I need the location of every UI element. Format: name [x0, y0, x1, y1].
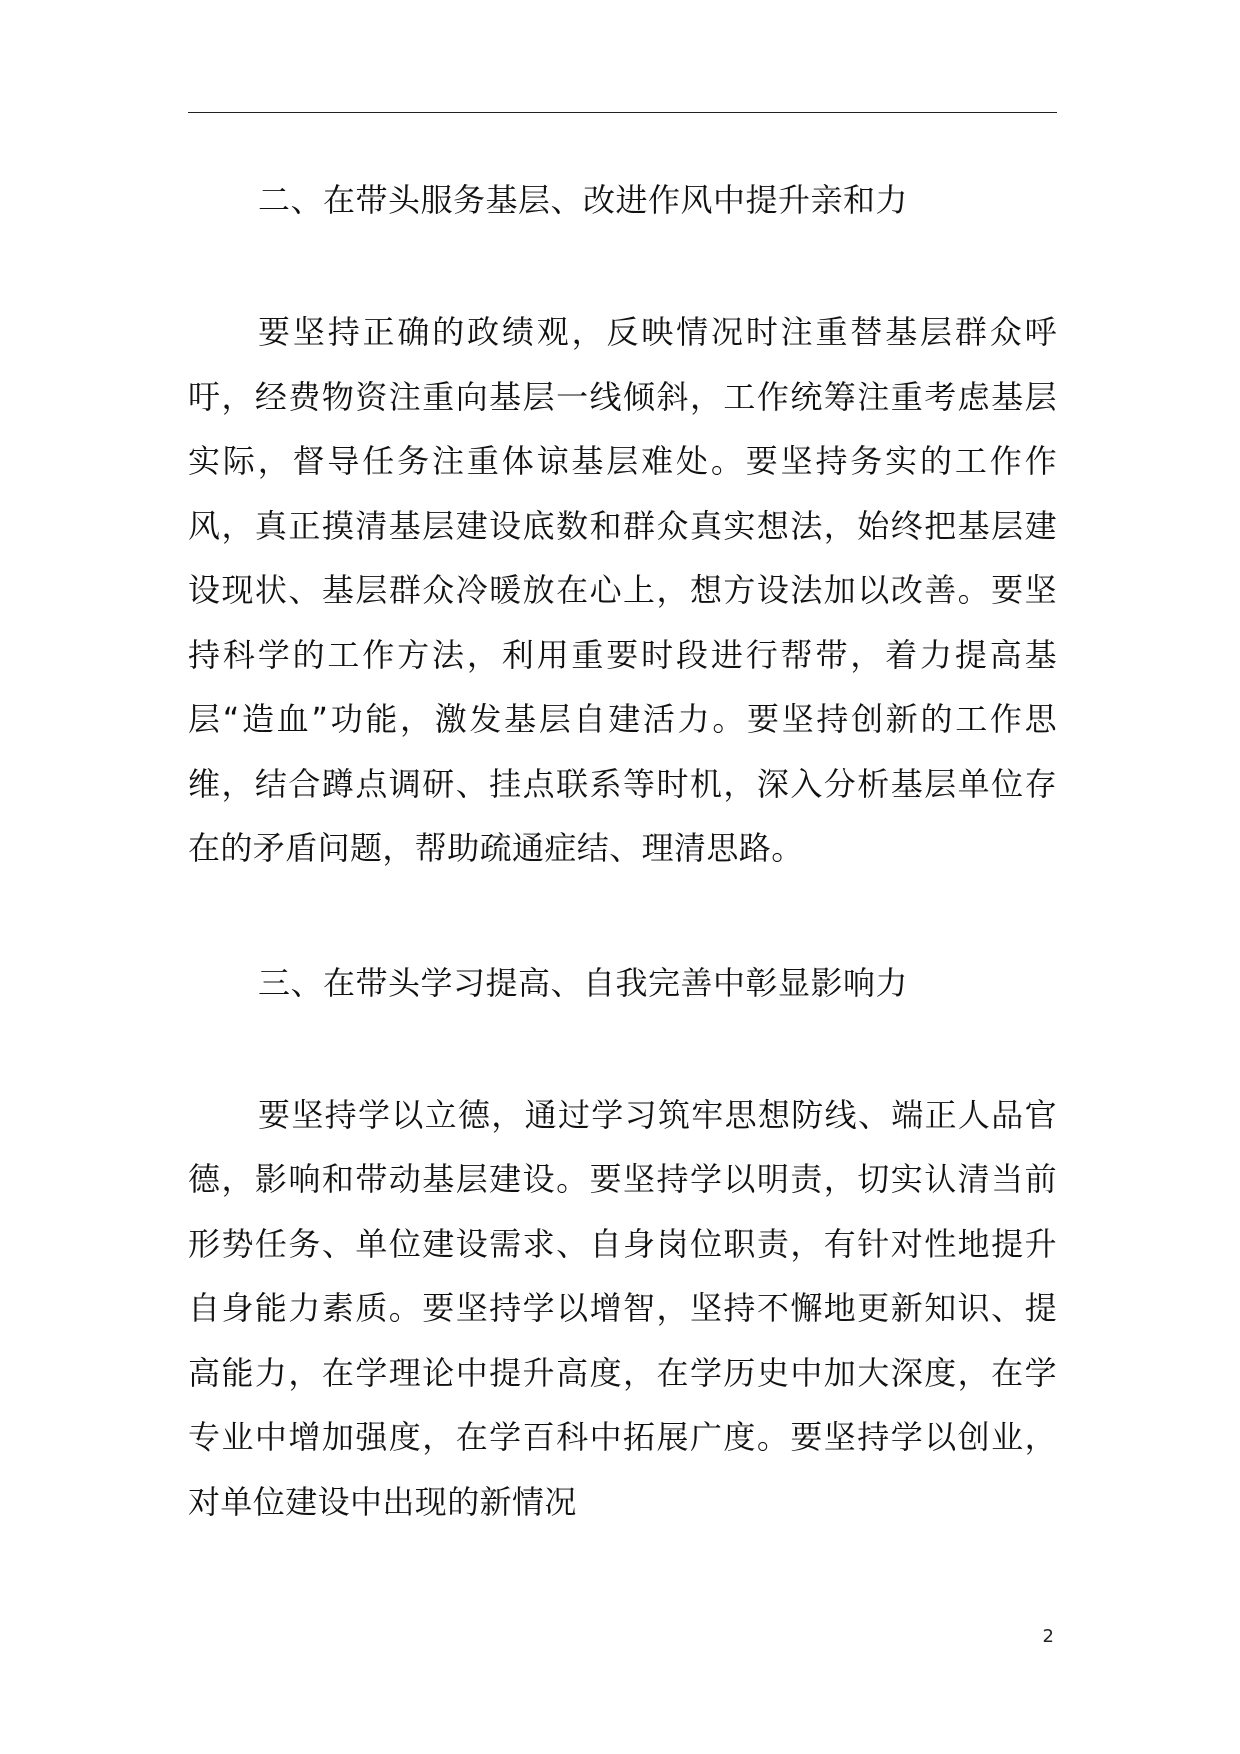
section-heading-2: 二、在带头服务基层、改进作风中提升亲和力	[258, 181, 909, 219]
section-body-3: 要坚持学以立德，通过学习筑牢思想防线、端正人品官德，影响和带动基层建设。要坚持学以明责，切实认清当前形势任务、单位建设需求、自身岗位职责，有针对性地提升自身能力素质。要坚持学以增智，坚持不懈地更新知识、提高能力，在学理论中提升高度，在学历史中加大深度，在学专业中增加强度，在学百科中拓展广度。要坚持学以创业，对单位建设中出现的新情况	[188, 1095, 1057, 1521]
spacer	[188, 1015, 1057, 1083]
header-rule	[188, 112, 1057, 113]
section-heading-3: 三、在带头学习提高、自我完善中彰显影响力	[258, 963, 909, 1002]
page-number: 2	[1042, 1626, 1054, 1647]
section-body-2: 要坚持正确的政绩观，反映情况时注重替基层群众呼吁，经费物资注重向基层一线倾斜，工作统筹注重考虑基层实际，督导任务注重体谅基层难处。要坚持务实的工作作风，真正摸清基层建设底数和群众真实想法，始终把基层建设现状、基层群众冷暖放在心上，想方设法加以改善。要坚持科学的工作方法，利用重要时段进行帮带，着力提高基层“造血”功能，激发基层自建活力。要坚持创新的工作思维，结合蹲点调研、挂点联系等时机，深入分析基层单位存在的矛盾问题，帮助疏通症结、理清思路。	[188, 313, 1057, 867]
spacer	[188, 232, 1057, 300]
page-content	[188, 168, 1057, 1534]
spacer	[188, 881, 1057, 951]
